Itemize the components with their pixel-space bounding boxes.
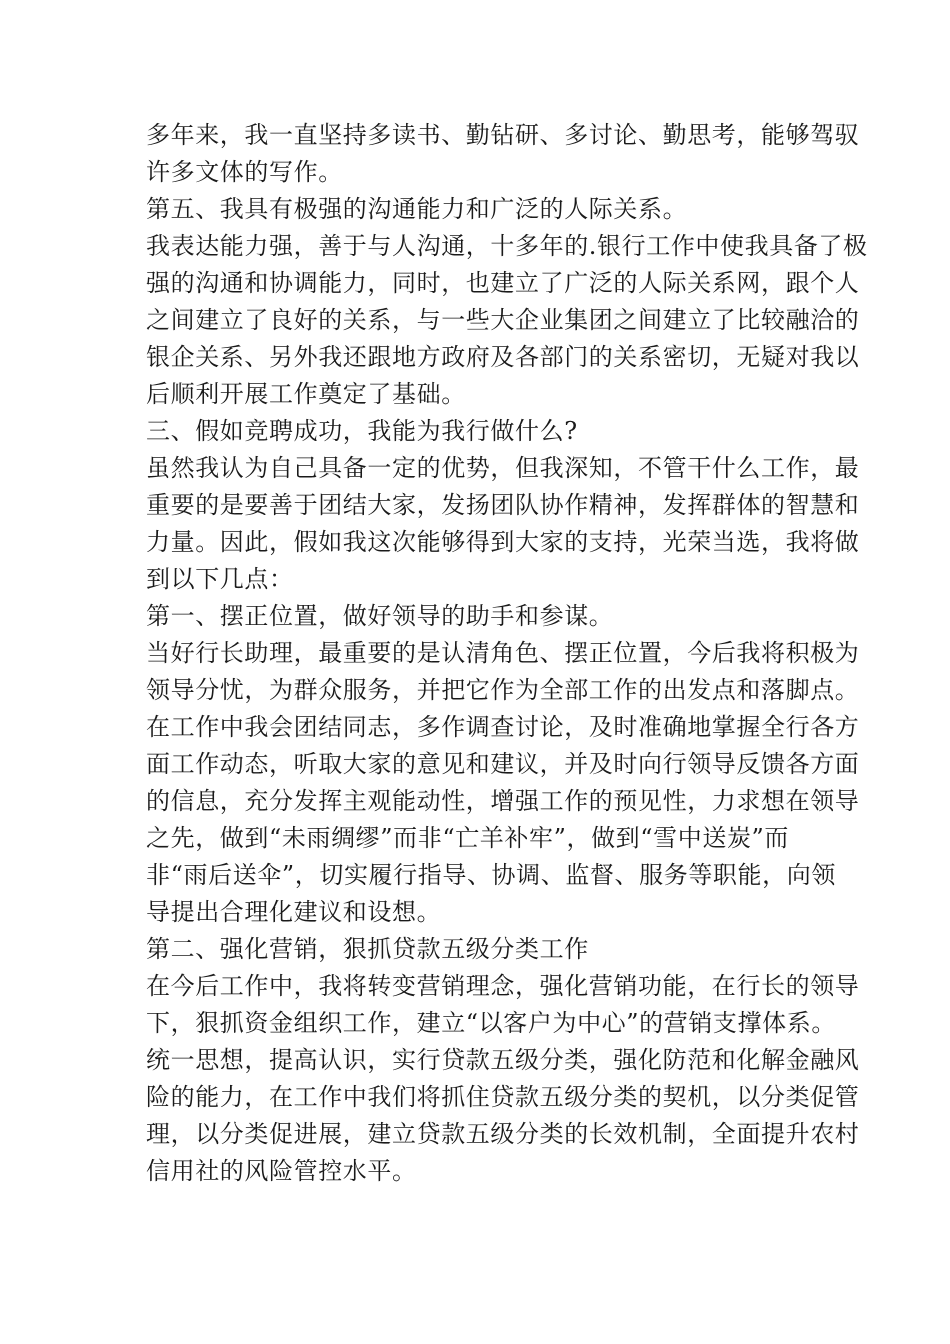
text-line: 到以下几点：: [146, 565, 294, 593]
text-line: 信用社的风险管控水平。: [146, 1157, 417, 1185]
text-line: 统一思想，提高认识，实行贷款五级分类，强化防范和化解金融风: [146, 1046, 860, 1074]
text-line: 在今后工作中，我将转变营销理念，强化营销功能，在行长的领导: [146, 972, 860, 1000]
text-line: 理，以分类促进展，建立贷款五级分类的长效机制，全面提升农村: [146, 1120, 860, 1148]
text-line: 当好行长助理，最重要的是认清角色、摆正位置，今后我将积极为: [146, 639, 860, 667]
text-line: 导提出合理化建议和设想。: [146, 898, 442, 926]
text-line: 力量。因此，假如我这次能够得到大家的支持，光荣当选，我将做: [146, 528, 860, 556]
text-line: 下，狠抓资金组织工作，建立“以客户为中心”的营销支撑体系。: [146, 1009, 836, 1037]
section-heading: 三、假如竞聘成功，我能为我行做什么?: [146, 417, 578, 445]
text-line: 后顺利开展工作奠定了基础。: [146, 380, 466, 408]
document-body: [146, 117, 868, 1190]
text-line: 非“雨后送伞”，切实履行指导、协调、监督、服务等职能，向领: [146, 861, 836, 889]
text-line: 强的沟通和协调能力，同时，也建立了广泛的人际关系网，跟个人: [146, 269, 860, 297]
text-line: 险的能力，在工作中我们将抓住贷款五级分类的契机，以分类促管: [146, 1083, 860, 1111]
section-heading: 第五、我具有极强的沟通能力和广泛的人际关系。: [146, 195, 688, 223]
text-line: 之间建立了良好的关系，与一些大企业集团之间建立了比较融洽的: [146, 306, 860, 334]
text-line: 领导分忧，为群众服务，并把它作为全部工作的出发点和落脚点。: [146, 676, 860, 704]
text-line: 银企关系、另外我还跟地方政府及各部门的关系密切，无疑对我以: [146, 343, 860, 371]
text-line: 多年来，我一直坚持多读书、勤钻研、多讨论、勤思考，能够驾驭: [146, 121, 860, 149]
text-line: 我表达能力强，善于与人沟通，十多年的.银行工作中使我具备了极: [146, 232, 868, 260]
text-line: 在工作中我会团结同志，多作调查讨论，及时准确地掌握全行各方: [146, 713, 860, 741]
text-line: 重要的是要善于团结大家，发扬团队协作精神，发挥群体的智慧和: [146, 491, 860, 519]
text-line: 的信息，充分发挥主观能动性，增强工作的预见性，力求想在领导: [146, 787, 860, 815]
section-heading: 第一、摆正位置，做好领导的助手和参谋。: [146, 602, 614, 630]
text-line: 许多文体的写作。: [146, 158, 343, 186]
text-line: 虽然我认为自己具备一定的优势，但我深知，不管干什么工作，最: [146, 454, 860, 482]
text-line: 面工作动态，听取大家的意见和建议，并及时向行领导反馈各方面: [146, 750, 860, 778]
text-line: 之先，做到“未雨绸缪”而非“亡羊补牢”，做到“雪中送炭”而: [146, 824, 790, 852]
section-heading: 第二、强化营销，狠抓贷款五级分类工作: [146, 935, 589, 963]
